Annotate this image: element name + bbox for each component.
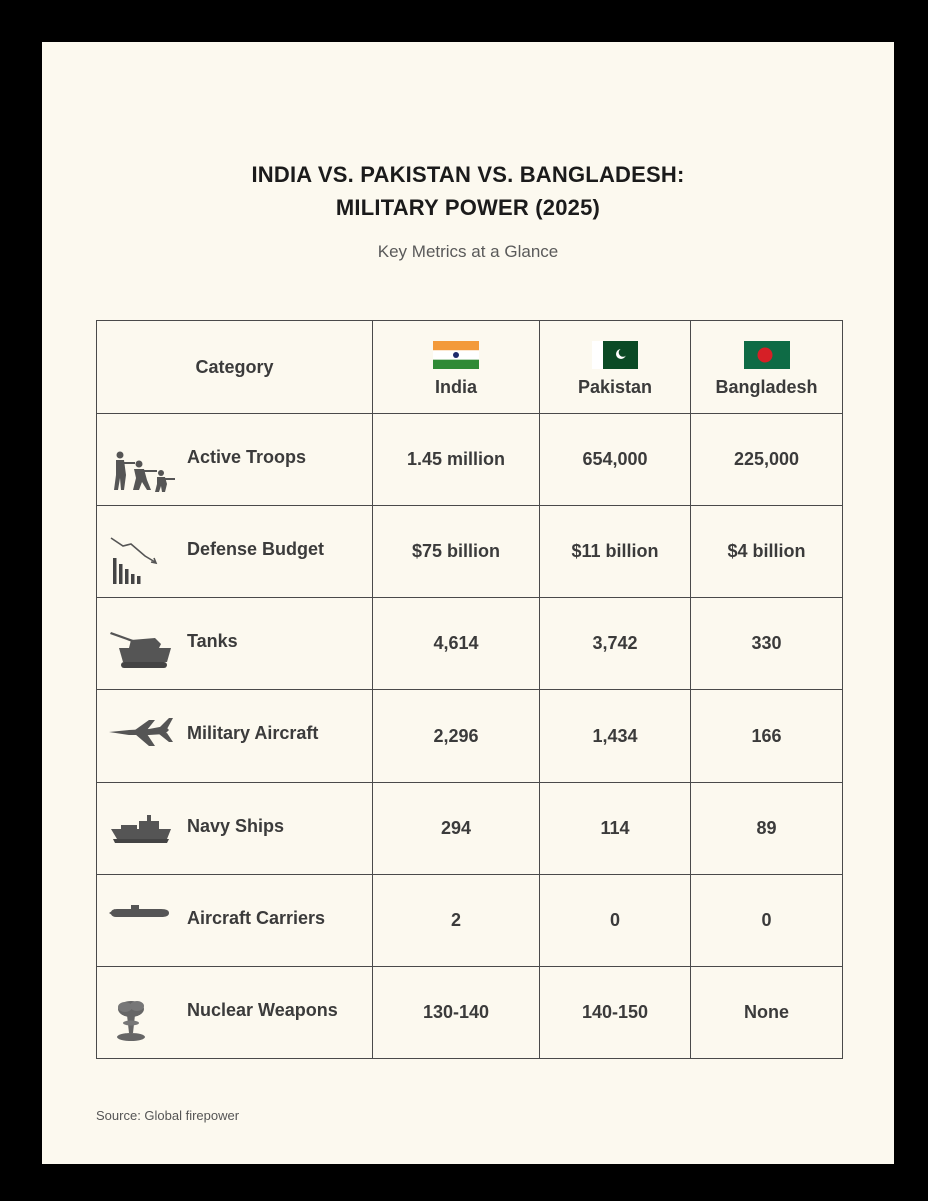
row-label: Tanks [187,631,238,652]
row-category-navy-ships [97,782,373,874]
row-category-military-aircraft [97,690,373,782]
header-india [373,321,540,414]
cell-pakistan: 3,742 [540,598,691,690]
cell-india: 1.45 million [373,414,540,506]
source-note: Source: Global firepower [96,1108,240,1123]
soldiers-icon [109,442,177,494]
header-india-label: India [434,376,477,397]
table-row [97,874,843,966]
cell-bangladesh: None [691,966,843,1058]
header-bangladesh-label: Bangladesh [715,376,818,397]
infographic-card [42,42,894,1164]
cell-pakistan: $11 billion [540,506,691,598]
table-row [97,506,843,598]
row-label: Nuclear Weapons [187,999,338,1020]
cell-india: 294 [373,782,540,874]
header-pakistan-label: Pakistan [577,376,653,397]
cell-bangladesh: 225,000 [691,414,843,506]
table-row [97,414,843,506]
comparison-table [96,320,843,1059]
cell-bangladesh: 166 [691,690,843,782]
warship-icon [109,811,177,863]
tank-icon [109,626,177,678]
cell-india: 2,296 [373,690,540,782]
header-category: Category [97,321,373,414]
page-title [42,158,894,224]
cell-pakistan: 114 [540,782,691,874]
mushroom-cloud-icon [109,995,177,1047]
title-line-2: MILITARY POWER (2025) [335,195,601,220]
row-label: Active Troops [187,447,307,468]
row-category-tanks [97,598,373,690]
cell-bangladesh: 89 [691,782,843,874]
budget-chart-icon [109,534,177,586]
cell-india: 2 [373,874,540,966]
table-row [97,782,843,874]
page-subtitle: Key Metrics at a Glance [377,242,559,261]
bangladesh-flag-icon [744,341,790,369]
india-flag-icon [433,341,479,369]
row-label: Defense Budget [187,539,325,560]
cell-pakistan: 0 [540,874,691,966]
row-label: Navy Ships [187,815,285,836]
row-category-active-troops [97,414,373,506]
row-label: Military Aircraft [187,723,319,744]
cell-bangladesh: 0 [691,874,843,966]
cell-pakistan: 140-150 [540,966,691,1058]
fighter-jet-icon [109,718,177,770]
cell-pakistan: 654,000 [540,414,691,506]
cell-india: $75 billion [373,506,540,598]
pakistan-flag-icon [592,341,638,369]
table-row [97,598,843,690]
title-line-1: INDIA VS. PAKISTAN VS. BANGLADESH: [251,162,685,187]
table-row [97,966,843,1058]
cell-bangladesh: 330 [691,598,843,690]
cell-india: 4,614 [373,598,540,690]
row-category-aircraft-carriers [97,874,373,966]
cell-india: 130-140 [373,966,540,1058]
table-row [97,690,843,782]
header-pakistan [540,321,691,414]
row-category-nuclear-weapons [97,966,373,1058]
cell-bangladesh: $4 billion [691,506,843,598]
submarine-icon [109,903,177,955]
table-header-row [97,321,843,414]
cell-pakistan: 1,434 [540,690,691,782]
row-category-defense-budget [97,506,373,598]
row-label: Aircraft Carriers [187,907,326,928]
header-bangladesh [691,321,843,414]
